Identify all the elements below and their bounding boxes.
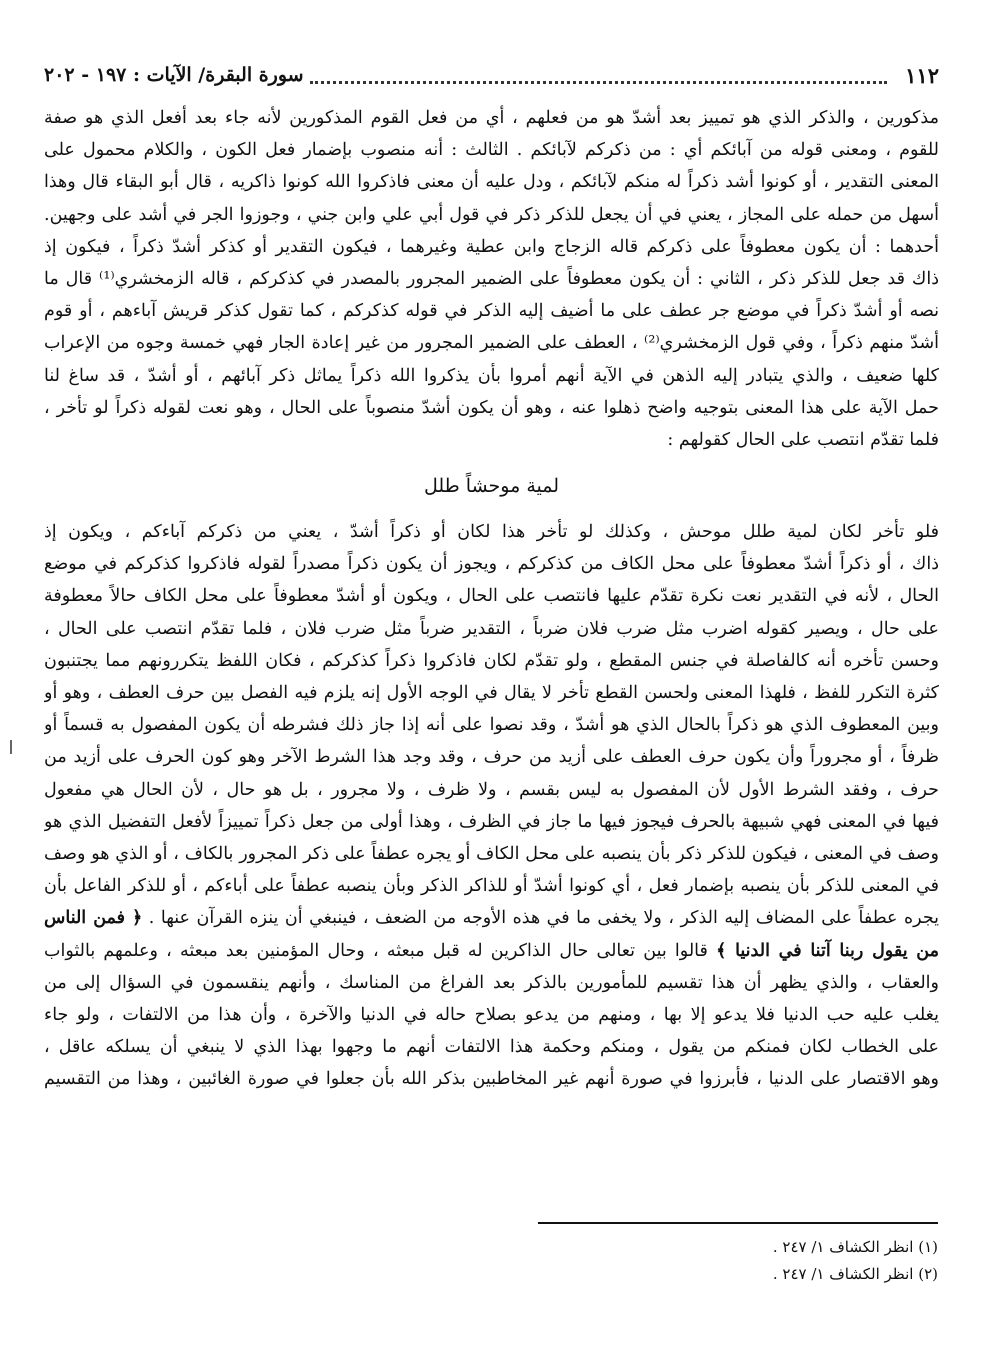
body-text (44, 102, 939, 1095)
page-header (44, 60, 939, 90)
margin-mark (10, 740, 12, 754)
text-line (44, 902, 939, 934)
text-line: ذاك قد جعل للذكر ذكر ، الثاني : أن يكون معطوفاً على الضمير المجرور بالمصدر في كذكركم ، قاله الزمخشري⁽¹⁾ قال ما (44, 268, 939, 289)
text-line: حرف ، وفقد الشرط الأول لأن المفصول به ليس بقسم ، ولا ظرف ، ولا مجرور ، بل هو حال ، لأن الحال هي مفعول (44, 779, 939, 800)
running-title: سورة البقرة/ الآيات : ١٩٧ - ٢٠٢ (44, 64, 304, 86)
text-line: نصه أو أشدّ ذكراً في موضع جر عطف على ما أضيف إليه الذكر في قوله كذكركم ، كما تقول كذكر قريش آباءهم ، أو قوم (44, 301, 939, 322)
text-line: كلها ضعيف ، والذي يتبادر إليه الذهن في الآية أنهم أمروا بأن يذكروا الله ذكراً يماثل ذكر آبائهم ، أو أشدّ ، قد ساغ لنا (44, 365, 939, 386)
text-line: أشدّ منهم ذكراً ، وفي قول الزمخشري⁽²⁾ ، العطف على الضمير المجرور من غير إعادة الجار فهي خمسة وجوه من الإعراب (44, 333, 939, 354)
text-line: فلو تأخر لكان لمية طلل موحش ، وكذلك لو تأخر هذا لكان أو ذكراً أشدّ ، يعني من ذكركم آباءكم ، ويكون إذ (44, 522, 939, 543)
text-line: المعنى التقدير ، أو كونوا أشد ذكراً له منكم لآبائكم ، ودل عليه أن معنى فاذكروا الله كونوا ذاكريه ، قال أبو البقاء قال وهذا (44, 172, 939, 193)
text-line: حمل الآية على هذا المعنى بتوجيه واضح ذهلوا عنه ، وهو أن يكون أشدّ منصوباً على الحال ، وهو نعت لقوله ذكراً لو تأخر ، (44, 397, 939, 418)
text-line (44, 935, 939, 967)
text-line: ظرفاً ، أو مجروراً وأن يكون حرف العطف على أزيد من حرف ، وقد وجد هذا الشرط الآخر وهو كون الحرف على أزيد من (44, 747, 939, 768)
text-line: وصف في المعنى ، فيكون للذكر ذكر بأن ينصبه على محل الكاف أو يجره عطفاً على ذكر المجرور بالكاف ، أو الذي هو وصف (44, 843, 939, 864)
verse-quote: لمية موحشاً طلل (423, 475, 560, 498)
text-line: والعقاب ، والذي يظهر أن هذا تقسيم للمأمورين بالذكر بعد الفراغ من المناسك ، وأنهم ينقسمون في السؤال إلى من (44, 972, 939, 993)
text-line: في المعنى للذكر بأن ينصبه بإضمار فعل ، أي كونوا أشدّ أو للذاكر الذكر وبأن ينصبه عطفاً على أباءكم ، أو للذكر الفاعل بأن (44, 876, 939, 897)
text-line: فيها في المعنى فهي شبيهة بالحرف فيجوز فيها ما جاز في الظرف ، وهذا أولى من جعل ذكراً تمييزاً لأفعل التفضيل الذي هو (44, 811, 939, 832)
quran-quote: من يقول ربنا آتنا في الدنيا ﴾ (716, 940, 939, 961)
text-line: على الخطاب لكان فمنكم من يقول ، ومنكم وحكمة هذا الالتفات أنهم ما وجهوا بهذا الذي لا ينبغي أن يسلكه عاقل ، (44, 1037, 939, 1058)
footnote-1: (١) انظر الكشاف ١/ ٢٤٧ . (772, 1238, 938, 1256)
text-line: أسهل من حمله على المجاز ، يعني في أن يجعل للذكر ذكر في قول أبي علي وابن جني ، وجوزوا الجر في أشد على وجهين. (44, 204, 939, 225)
header-dotted-leader (310, 67, 888, 84)
text-line: للقوم ، ومعنى قوله من آبائكم أي : من ذكركم لآبائكم . الثالث : أنه منصوب بإضمار فعل الكون ، والكلام محمول على (44, 140, 939, 161)
footnote-2: (٢) انظر الكشاف ١/ ٢٤٧ . (772, 1265, 938, 1283)
text-line: فلما تقدّم انتصب على الحال كقولهم : (667, 429, 939, 450)
footnotes (600, 1234, 938, 1288)
text-line: يغلب عليه حب الدنيا فلا يدعو إلا بها ، ومنهم من يدعو بصلاح حاله في الدنيا والآخرة ، وأن هذا من الالتفات ، ولو جاء (44, 1004, 939, 1025)
text-line: الحال ، لأنه في التقدير نعت نكرة تقدّم عليها فانتصب على الحال ، ويكون أو أشدّ معطوفاً على محل الكاف حالاً معطوفة (44, 586, 939, 607)
text-line: وهو الاقتصار على الدنيا ، فأبرزوا في صورة أنهم غير المخاطبين بذكر الله بأن جعلوا في صورة الغائبين ، وهذا من التقسيم (44, 1069, 939, 1090)
text-line: وبين المعطوف الذي هو ذكراً بالحال الذي هو أشدّ ، وقد نصوا على أنه إذا جاز ذلك فشرطه أن يكون المفصول به قسماً أو (44, 715, 939, 736)
page-number: ١١٢ (905, 62, 939, 88)
quran-quote: ﴿ فمن الناس (44, 908, 143, 929)
text-line: وحسن تأخره أنه كالفاصلة في جنس المقطع ، ولو تقدّم لكان فاذكروا ذكراً كذكركم ، فكان اللفظ يتكررونهم مما يجتنبون (44, 650, 939, 671)
text-span: يجره عطفاً على المضاف إليه الذكر ، ولا يخفى ما في هذه الأوجه من الضعف ، فينبغي أن ينزه القرآن عنها . (148, 908, 939, 929)
text-line: أحدهما : أن يكون معطوفاً على ذكركم قاله الزجاج وابن عطية وغيرهما ، فيكون التقدير أو كذكر أشدّ ذكراً ، فيكون إذ (44, 236, 939, 257)
text-line: مذكورين ، والذكر الذي هو تمييز بعد أشدّ هو من فعلهم ، أي من فعل القوم المذكورين لأنه جاء بعد أفعل الذي هو صفة (44, 108, 939, 128)
text-span: قالوا بين تعالى حال الذاكرين له قبل مبعثه ، وحال المؤمنين بعد مبعثه ، وعلمهم بالثواب (44, 940, 717, 961)
text-line: كثرة التكرر للفظ ، فلهذا المعنى ولحسن القطع تأخر لا يقال في الوجه الأول إنه يلزم فيه الفصل بين حرف العطف ، وهو أو (44, 683, 939, 703)
footnote-divider (538, 1222, 938, 1224)
text-line: ذاك ، أو ذكراً أشدّ معطوفاً على محل الكاف من كذكركم ، ويجوز أن يكون ذكراً مصدراً لقوله فاذكروا كذكركم في موضع (44, 554, 939, 575)
text-line: على حال ، ويصير كقوله اضرب مثل ضرب فلان ضرباً ، التقدير ضرباً مثل ضرب فلان ، فلما تقدّم انتصب على الحال ، (44, 618, 939, 639)
